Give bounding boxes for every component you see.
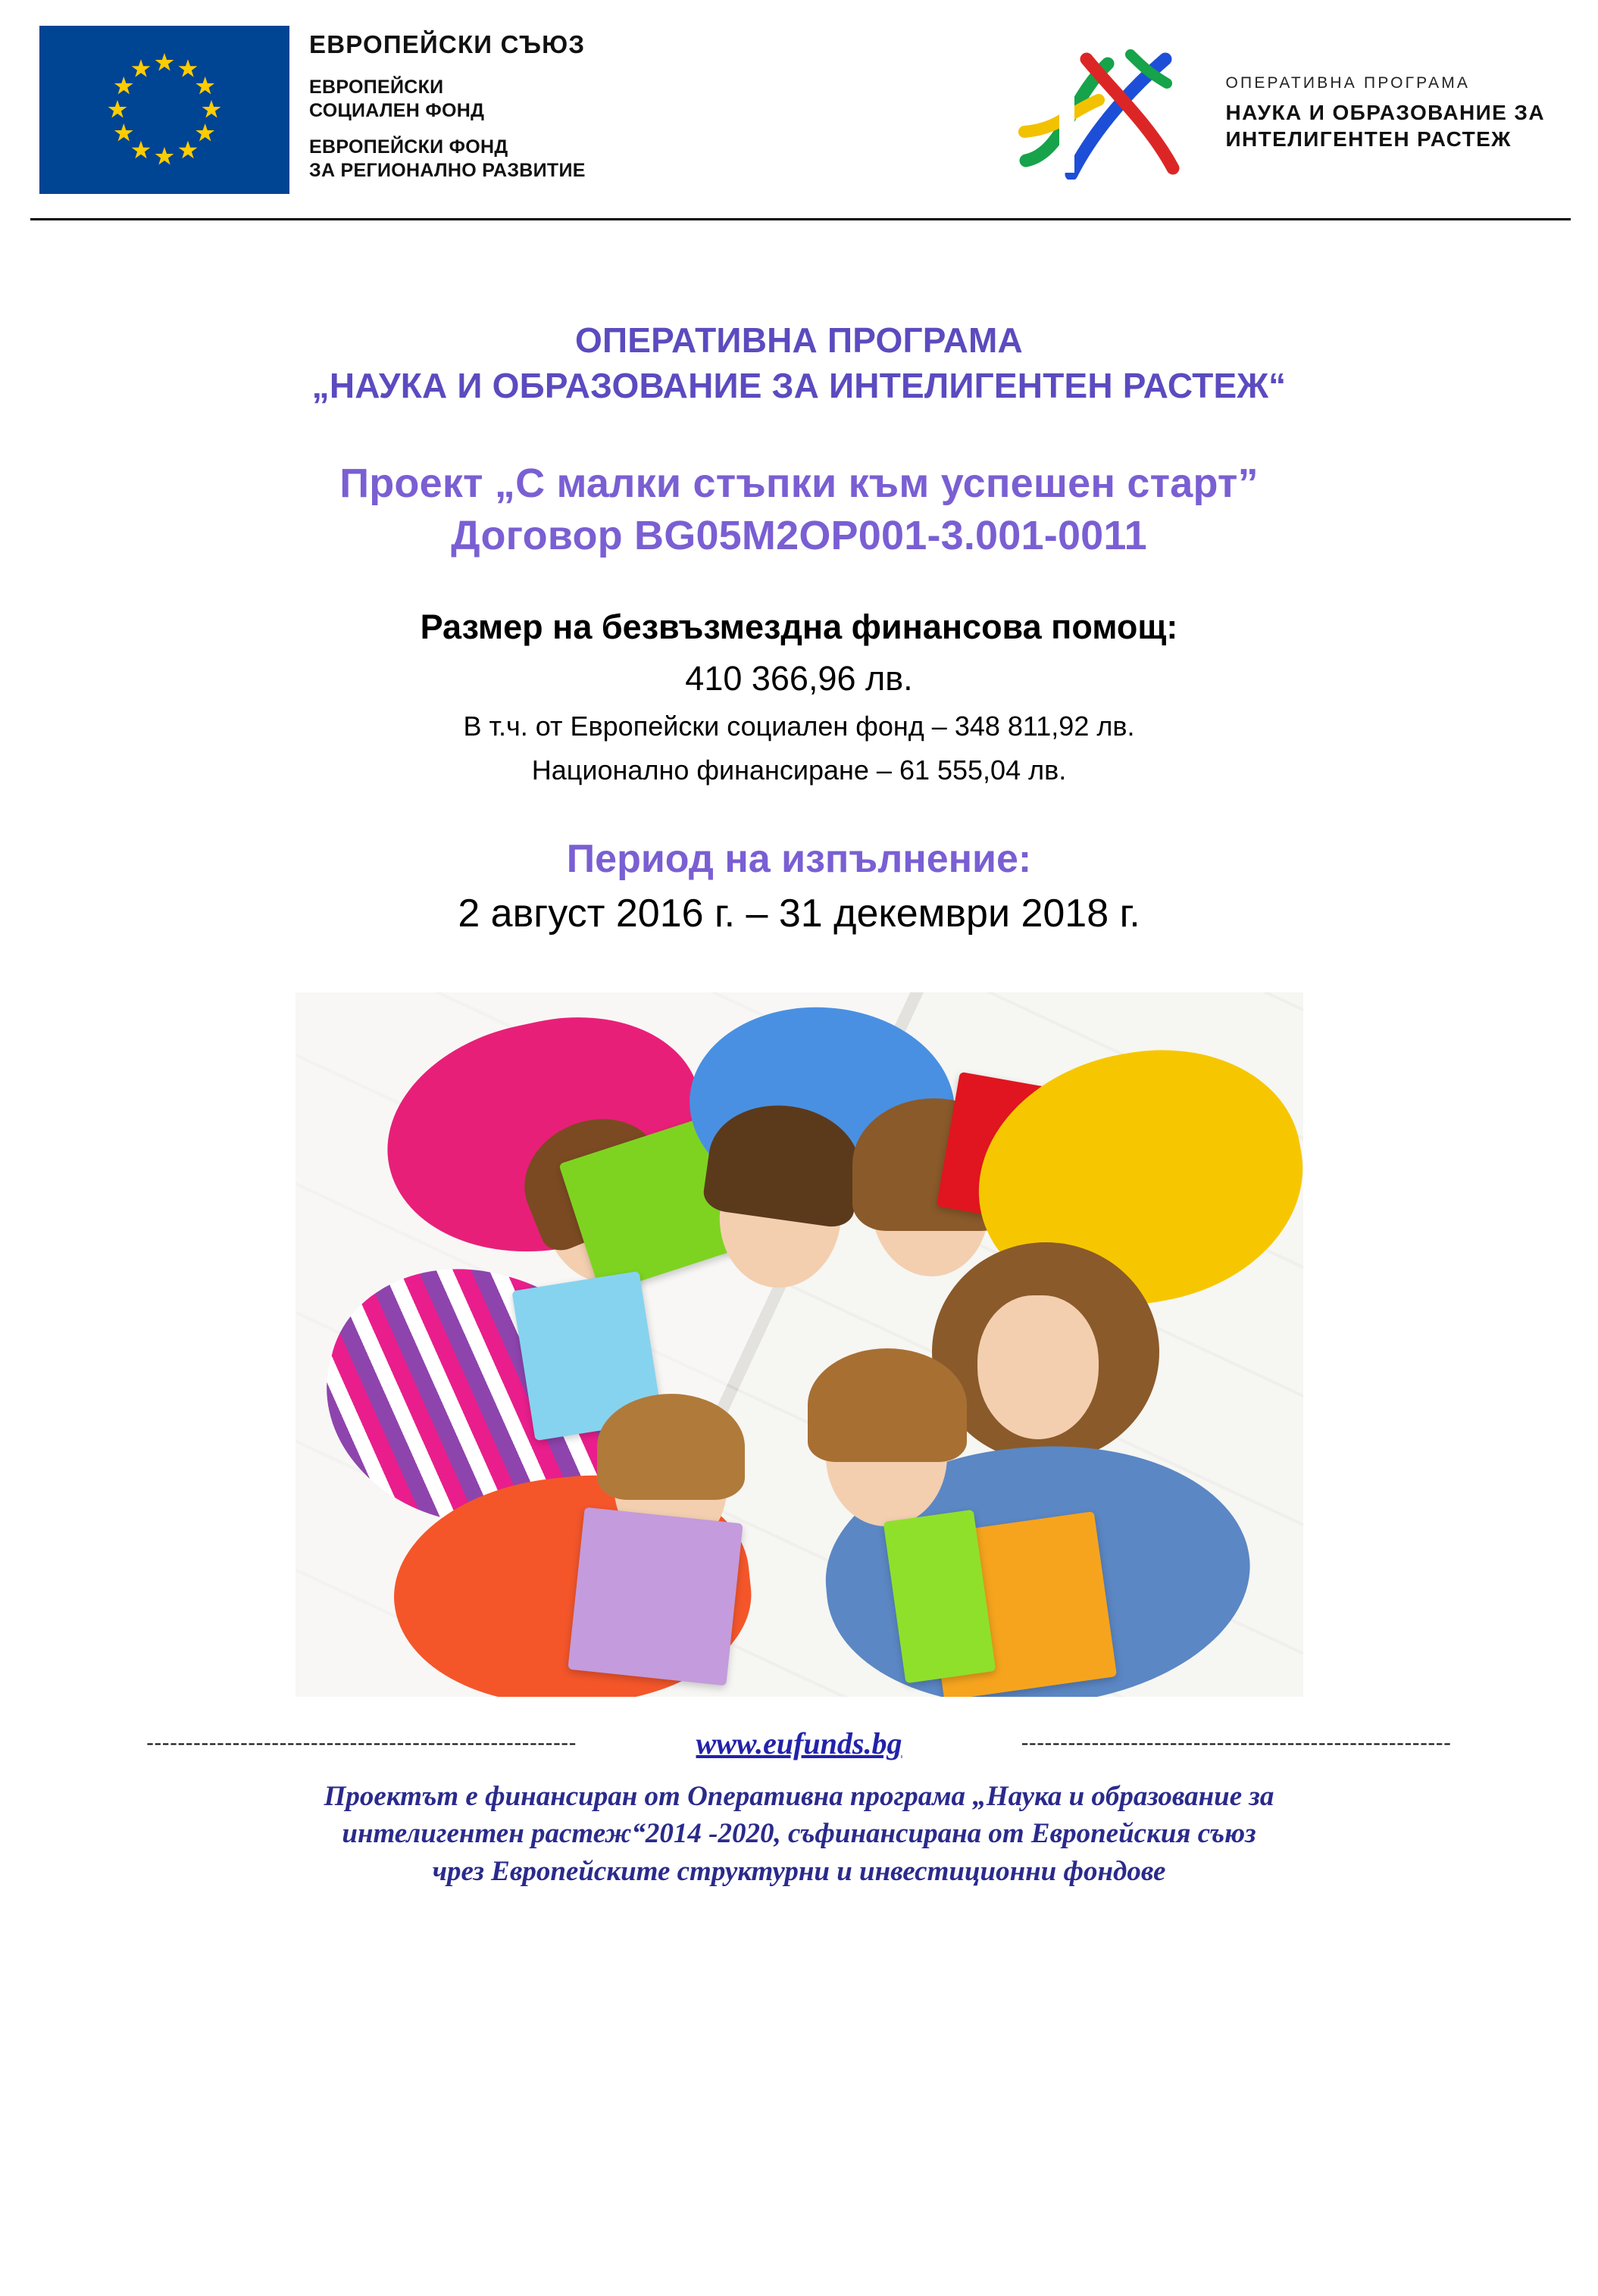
op-big-title-line1: НАУКА И ОБРАЗОВАНИЕ ЗА — [1225, 101, 1545, 124]
eufunds-link[interactable]: www.eufunds.bg — [696, 1726, 902, 1760]
photo-hair-2 — [597, 1394, 745, 1500]
header-divider — [30, 218, 1571, 220]
op-logo-block — [1017, 26, 1553, 180]
header-logos-row — [39, 26, 1553, 195]
grant-label: Размер на безвъзмездна финансова помощ: — [420, 607, 1178, 646]
eu-esf-line1: ЕВРОПЕЙСКИ — [309, 77, 444, 98]
program-title-line2: „НАУКА И ОБРАЗОВАНИЕ ЗА ИНТЕЛИГЕНТЕН РАСТЕЖ“ — [311, 365, 1287, 405]
footer-dashes-right: ------------------------------------------------------- — [1021, 1731, 1452, 1755]
op-science-education-icon — [1017, 47, 1206, 180]
op-logo-text — [1226, 74, 1546, 152]
project-contract-number: Договор BG05M2OP001-3.001-0011 — [451, 512, 1147, 558]
project-title-line1: Проект „С малки стъпки към успешен старт” — [339, 460, 1259, 506]
project-title — [0, 458, 1598, 562]
photo-book-violet — [568, 1507, 743, 1685]
eu-esf-text — [309, 76, 586, 122]
eu-esf-line2: СОЦИАЛЕН ФОНД — [309, 99, 485, 121]
eu-logo-block — [39, 26, 586, 195]
grant-national-share: Национално финансиране – 61 555,04 лв. — [531, 754, 1067, 786]
footer-site-line — [0, 1726, 1598, 1761]
grant-amount: 410 366,96 лв. — [685, 658, 913, 698]
op-small-title: ОПЕРАТИВНА ПРОГРАМА — [1225, 74, 1471, 92]
op-big-title — [1226, 99, 1546, 152]
footer-disclaimer-line2: интелигентен растеж“2014 -2020, съфинансирана от Европейския съюз — [342, 1818, 1256, 1850]
grant-esf-share: В т.ч. от Европейски социален фонд – 348 811,92 лв. — [463, 710, 1135, 742]
eu-logo-text — [309, 26, 586, 195]
eu-erdf-line1: ЕВРОПЕЙСКИ ФОНД — [309, 136, 508, 158]
op-big-title-line2: ИНТЕЛИГЕНТЕН РАСТЕЖ — [1225, 127, 1512, 151]
footer-disclaimer-line1: Проектът е финансиран от Оперативна програма „Наука и образование за — [324, 1780, 1274, 1812]
document-header — [0, 0, 1598, 220]
footer-disclaimer-line3: чрез Европейските структурни и инвестиционни фондове — [432, 1855, 1166, 1887]
eu-erdf-text — [309, 136, 586, 182]
footer-dashes-left: ------------------------------------------------------- — [146, 1731, 577, 1755]
eu-union-title: ЕВРОПЕЙСКИ СЪЮЗ — [309, 30, 586, 58]
children-photo — [296, 992, 1303, 1697]
period-label: Период на изпълнение: — [566, 836, 1032, 881]
photo-face-5 — [977, 1295, 1099, 1439]
photo-hair-6 — [808, 1348, 967, 1462]
eu-erdf-line2: ЗА РЕГИОНАЛНО РАЗВИТИЕ — [309, 159, 586, 181]
eu-flag-icon — [39, 26, 289, 194]
footer-disclaimer — [0, 1778, 1598, 1891]
program-title — [0, 318, 1598, 409]
program-title-line1: ОПЕРАТИВНА ПРОГРАМА — [575, 320, 1023, 360]
document-body — [0, 220, 1598, 1697]
document-footer — [0, 1726, 1598, 1891]
period-value: 2 август 2016 г. – 31 декември 2018 г. — [458, 891, 1140, 936]
